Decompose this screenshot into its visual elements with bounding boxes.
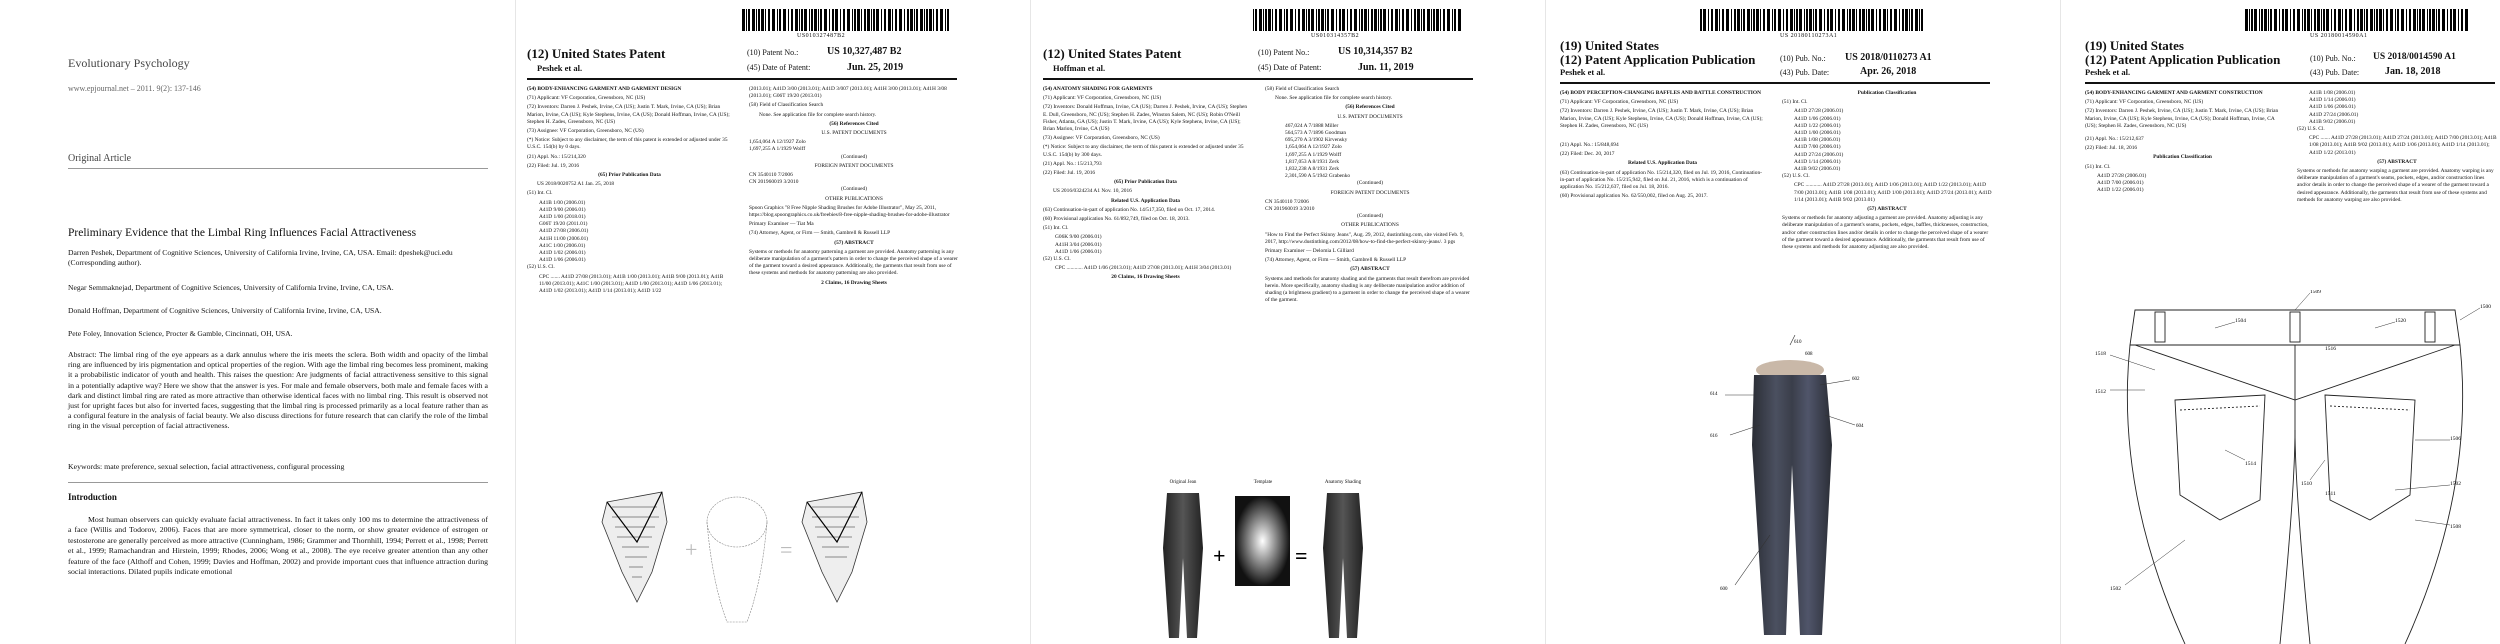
fig-label-shading: Anatomy Shading	[1324, 480, 1362, 485]
page-separator	[515, 0, 516, 644]
jeans-back-drawing	[2095, 290, 2495, 644]
pub-date: Apr. 26, 2018	[1860, 66, 1917, 77]
right-column: (2013.01); A41D 3/00 (2013.01); A41D 3/007 (2013.01); A41H 3/00 (2013.01); A41H 3/08 (2013.01); G06T 19/20 (2013.01) (58) Field of Classification Search None. See application file for complete search history. (56) References Cited U.S. PATENT DOCUMENTS 1,654,064 A 12/1927 Zolo 1,697,255 A 1/1929 Wolff (Continued) FOREIGN PATENT DOCUMENTS CN 3540110 7/2006 CN 201960019 3/2010 (Continued) OTHER PUBLICATIONS Spoon Graphics "8 Free Nipple Shading Brushes for Adobe Illustrator", May 25, 2011, https://blog.spoongraphics.co.uk/freebies/8-free-nipple-shading-brushes-for-adobe-illustrator Primary Examiner — Tiat Ma (74) Attorney, Agent, or Firm — Smith, Gambrell & Russell LLP (57) ABSTRACT Systems or methods for anatomy patterning a garment are provided. Anatomy patterning is any deliberate manipulation of a garment's pattern in order to change the perceived shape of a wearer of the garment toward a desired appearance. Additionally, the garments that result from use of these systems and methods for anatomy patterning are also provided. 2 Claims, 16 Drawing Sheets	[749, 86, 958, 286]
patent-kind: (12) Patent Application Publication	[1560, 52, 1756, 67]
article-type: Original Article	[68, 153, 132, 164]
callout-1516: 1516	[2325, 346, 2336, 352]
right-column: (58) Field of Classification Search None. See application file for complete search history. (56) References Cited U.S. PATENT DOCUMENTS 467,024 A 7/1888 Miller 564,573 A 7/1896 Goodman 695,270 A 3/1902 Kirvensky 1,654,064 A 12/1927 Zolo 1,697,255 A 1/1929 Wolff 1,817,053 A 8/1931 Zerk 1,832,238 A 8/1931 Zerk 2,301,590 A 5/1942 Grabenko (Continued) FOREIGN PATENT DOCUMENTS CN 3540110 7/2006 CN 201960019 3/2010 (Continued) OTHER PUBLICATIONS "How to Find the Perfect Skinny Jeans", Aug. 29, 2012, dustinthing.com, site visited Feb. 9, 2017, http://www.dustinthing.com/2012/08/how-to-find-the-perfect-skinny-jeans/. 3 pgs Primary Examiner — Delomia L Gilliard (74) Attorney, Agent, or Firm — Smith, Gambrell & Russell LLP (57) ABSTRACT Systems and methods for anatomy shading and the garments that result therefrom are provided herein. More specifically, anatomy shading is any deliberate manipulation and/or addition of shading (a brightness gradient) to a garment in order to change the perceived shape of a wearer of the garment.	[1265, 86, 1470, 304]
callout-1512: 1512	[2095, 389, 2106, 395]
left-pocket	[2175, 395, 2265, 520]
affiliation-3: Donald Hoffman, Department of Cognitive Sciences, University of California Irvine, Irvine, CA, USA.	[68, 306, 382, 315]
patent-date-label: (45) Date of Patent:	[747, 63, 811, 72]
patent-page-2	[1043, 0, 1533, 644]
fig-label-original: Original Jean	[1169, 480, 1197, 485]
affiliation-4: Pete Foley, Innovation Science, Procter & Gamble, Cincinnati, OH, USA.	[68, 329, 293, 338]
header-rule	[2085, 82, 2495, 84]
garment-pattern-right	[802, 492, 867, 602]
callout-1508: 1508	[2450, 524, 2461, 530]
page-separator	[2060, 0, 2061, 644]
barcode	[1700, 9, 1925, 31]
journal-name: Evolutionary Psychology	[68, 56, 190, 70]
left-column: (54) BODY-ENHANCING GARMENT AND GARMENT DESIGN (71) Applicant: VF Corporation, Greensboro, NC (US) (72) Inventors: Darren J. Peshek, Irvine, CA (US); Justin T. Mark, Irvine, CA (US); Brian Marion, Irvine, CA (US); Kyle Stephens, Irvine, CA (US); Donald Hoffman, Irvine, CA (US); Stephen H. Zades, Greensboro, NC (US) (73) Assignee: VF Corporation, Greensboro, NC (US) (*) Notice: Subject to any disclaimer, the term of this patent is extended or adjusted under 35 U.S.C. 154(b) by 0 days. (21) Appl. No.: 15/214,320 (22) Filed: Jul. 19, 2016 (65) Prior Publication Data US 2018/0020752 A1 Jan. 25, 2018 (51) Int. Cl. A41B 1/00 (2006.01) A41D 9/00 (2006.01) A41D 1/00 (2018.01) G06T 19/20 (2011.01) A41D 27/08 (2006.01) A41H 11/00 (2006.01) A41C 1/00 (2006.01) A41D 1/02 (2006.01) A41D 1/06 (2006.01) (52) U.S. Cl. CPC ....... A41D 27/08 (2013.01); A41B 1/00 (2013.01); A41B 9/00 (2013.01); A41B 11/00 (2013.01); A41C 1/00 (2013.01); A41D 1/00 (2013.01); A41D 1/06 (2013.01); A41D 1/02 (2013.01); A41D 1/14 (2013.01); A41D 1/22	[527, 86, 730, 295]
callout-1504: 1504	[2235, 318, 2246, 324]
left-column: (54) BODY PERCEPTION-CHANGING BAFFLES AND BATTLE CONSTRUCTION (71) Applicant: VF Corporation, Greensboro, NC (US) (72) Inventors: Darren J. Peshek, Irvine, CA (US); Justin T. Mark, Irvine, CA (US); Brian Marion, Irvine, CA (US); Kyle Stephens, Irvine, CA (US); Donald Hoffman, Irvine, CA (US); Stephen H. Zades, Greensboro, NC (US) (21) Appl. No.: 15/848,694 (22) Filed: Dec. 20, 2017 Related U.S. Application Data (63) Continuation-in-part of application No. 15/214,320, filed on Jul. 19, 2016, Continuation-in-part of application No. 15/215,942, filed on Jul. 21, 2016, which is a continuation of application No. 15/212,637, filed on Jul. 18, 2016. (60) Provisional application No. 62/550,002, filed on Aug. 25, 2017.	[1560, 90, 1763, 200]
callout-1518: 1518	[2095, 351, 2106, 357]
right-leg-outline	[2405, 345, 2463, 644]
callout-600: 600	[1720, 587, 1728, 592]
callout-610: 610	[1794, 340, 1802, 345]
callout-1500: 1500	[2480, 304, 2491, 310]
paper-page	[0, 0, 505, 644]
garment-pattern-left	[602, 492, 667, 602]
patent-inventor-line: Peshek et al.	[1560, 67, 1606, 77]
patent-app-page-3	[1560, 0, 2030, 644]
intro-text: Most human observers can quickly evaluate facial attractiveness. In fact it takes only 100 ms to determine the attractiveness of a face (Willis and Todorov, 2006). Faces that are more symmetrical, closer to the norm, or show greater evidence of estrogen or testosterone are generally perceived as more attractive (Cunningham, 1986; Grammer and Thornhill, 1994; Perrett et al., 1998; Perrett et al., 1999; Ramachandran and Hirstein, 1999; Rhodes, 2006; Wong et al., 2008). The eye receive greater attention than any other feature of the face (Althoff and Cohen, 1999; Davies and Hoffman, 2002) and provide important cues that influence attraction during social interactions. Dilated pupils indicate emotional	[68, 515, 488, 577]
barcode	[2245, 9, 2470, 31]
pub-date: Jan. 18, 2018	[2385, 66, 2441, 77]
callout-614: 614	[1710, 392, 1718, 397]
barcode	[1253, 9, 1463, 31]
patent-inventor-line: Hoffman et al.	[1053, 63, 1106, 73]
pub-date-label: (43) Pub. Date:	[2310, 68, 2360, 77]
svg-text:=: =	[1295, 543, 1308, 568]
equals-sign: =	[780, 537, 793, 562]
fig-label-template: Template	[1253, 480, 1273, 485]
barcode-number: US010314357B2	[1311, 33, 1360, 39]
callout-1510: 1510	[2301, 481, 2312, 487]
center-seam	[2295, 345, 2310, 644]
svg-text:+: +	[1213, 543, 1226, 568]
header-rule	[527, 78, 957, 80]
pub-number: US 2018/0110273 A1	[1845, 52, 1932, 63]
right-column: A41B 1/08 (2006.01) A41D 1/14 (2006.01) A41D 1/06 (2006.01) A41D 27/24 (2006.01) A41B 9/02 (2006.01) (52) U.S. Cl. CPC ....... A41D 27/28 (2013.01); A41D 27/24 (2013.01); A41D 7/00 (2013.01); A41B 1/08 (2013.01); A41B 9/02 (2013.01); A41D 1/06 (2013.01); A41D 1/14 (2013.01); A41D 1/22 (2013.01) (57) ABSTRACT Systems or methods for anatomy warping a garment are provided. Anatomy warping is any deliberate manipulation of a garment's seams, pockets, edges, and/or construction lines and/or details in order to change the perceived shape of a wearer of the garment toward a desired appearance. Additionally, the garments that result from use of these systems and methods for anatomy warping are also provided.	[2297, 90, 2497, 203]
left-column: (54) BODY-ENHANCING GARMENT AND GARMENT CONSTRUCTION (71) Applicant: VF Corporation, Greensboro, NC (US) (72) Inventors: Darren J. Peshek, Irvine, CA (US); Justin T. Mark, Irvine, CA (US); Brian Marion, Irvine, CA (US); Kyle Stephens, Irvine, CA (US); Donald Hoffman, Irvine, CA (US); Stephen H. Zades, Greensboro, NC (US) (21) Appl. No.: 15/212,637 (22) Filed: Jul. 18, 2016 Publication Classification (51) Int. Cl. A41D 27/28 (2006.01) A41D 7/00 (2006.01) A41D 1/22 (2006.01)	[2085, 90, 2279, 194]
page-separator	[1545, 0, 1546, 644]
patent-inventor-line: Peshek et al.	[537, 63, 583, 73]
patent-country: (19) United States	[2085, 38, 2184, 53]
jeans-photo-figure	[1710, 335, 1870, 644]
patent-country: (12) United States Patent	[1043, 46, 1182, 61]
left-column: (54) ANATOMY SHADING FOR GARMENTS (71) Applicant: VF Corporation, Greensboro, NC (US) (72) Inventors: Donald Hoffman, Irvine, CA (US); Darren J. Peshek, Irvine, CA (US); Stephen E. Dull, Greensboro, NC (US); Stephen H. Zades, Winston Salem, NC (US); Robin O'Neill Fisher, Atlanta, GA (US); Justin T. Mark, Irvine, CA (US); Kyle Stephens, Irvine, CA (US); Brian Marion, Irvine, CA (US) (73) Assignee: VF Corporation, Greensboro, NC (US) (*) Notice: Subject to any disclaimer, the term of this patent is extended or adjusted under 35 U.S.C. 154(b) by 300 days. (21) Appl. No.: 15/213,793 (22) Filed: Jul. 19, 2016 (65) Prior Publication Data US 2016/0324234 A1 Nov. 10, 2016 Related U.S. Application Data (63) Continuation-in-part of application No. 14/517,350, filed on Oct. 17, 2014. (60) Provisional application No. 61/892,749, filed on Oct. 18, 2013. (51) Int. Cl. G06K 9/00 (2006.01) A41H 3/04 (2006.01) A41D 1/06 (2006.01) (52) U.S. Cl. CPC ............ A41D 1/06 (2013.01); A41D 27/08 (2013.01); A41H 3/04 (2013.01) 20 Claims, 16 Drawing Sheets	[1043, 86, 1248, 281]
patent-date: Jun. 11, 2019	[1358, 62, 1414, 73]
patent-page-1	[527, 0, 1017, 644]
paper-keywords: Keywords: mate preference, sexual selection, facial attractiveness, configural processing	[68, 462, 345, 471]
paper-title: Preliminary Evidence that the Limbal Ring Influences Facial Attractiveness	[68, 227, 417, 239]
callout-608: 608	[1805, 352, 1813, 357]
patent-country: (19) United States	[1560, 38, 1659, 53]
intro-heading: Introduction	[68, 492, 117, 502]
page-separator	[1030, 0, 1031, 644]
pub-number: US 2018/0014590 A1	[2373, 52, 2456, 62]
callout-1502-b: 1502	[2110, 586, 2121, 592]
header-rule	[1043, 78, 1473, 80]
patent-figure	[587, 482, 877, 642]
callout-1502: 1502	[2450, 481, 2461, 487]
patent-date: Jun. 25, 2019	[847, 62, 904, 73]
divider	[68, 168, 488, 169]
patent-date-label: (45) Date of Patent:	[1258, 63, 1322, 72]
pub-no-label: (10) Pub. No.:	[2310, 54, 2356, 63]
callout-602: 602	[1852, 377, 1860, 382]
barcode	[742, 9, 952, 31]
paper-abstract: Abstract: The limbal ring of the eye appears as a dark annulus where the iris meets the sclera. Both width and opacity of the limbal ring are influenced by iris pigmentation and optical properties of the region. With age the limbal ring becomes less prominent, making it a probabilistic indicator of youth and health. This raises the question: Are judgments of facial attractiveness sensitive to this signal in a potentially adaptive way? Here we show that the answer is yes. For male and female observers, both male and female faces with a dark and distinct limbal ring are rated as more attractive than otherwise identical faces with no limbal ring. This result is observed not just for upright faces but also for inverted faces, suggesting that the limbal ring is processed primarily as a local feature rather than as a configural feature in the analysis of facial beauty. We also discuss directions for future research that can clarify the role of the limbal ring in the visual perception of facial attractiveness.	[68, 350, 488, 431]
header-rule	[1560, 82, 1990, 84]
callout-1509: 1509	[2310, 290, 2321, 295]
patent-country: (12) United States Patent	[527, 46, 666, 61]
barcode-number: US 20180110273A1	[1780, 33, 1838, 39]
pub-date-label: (43) Pub. Date:	[1780, 68, 1830, 77]
plus-sign: +	[685, 537, 698, 562]
jeans-illustration	[1153, 488, 1373, 644]
barcode-number: US 20180014590A1	[2310, 33, 2368, 39]
patent-number: US 10,327,487 B2	[827, 46, 902, 57]
callout-1520: 1520	[2395, 318, 2406, 324]
journal-url: www.epjournal.net – 2011. 9(2): 137-146	[68, 84, 201, 93]
patent-app-page-4	[2085, 0, 2500, 644]
callout-1514: 1514	[2245, 461, 2256, 467]
affiliation-1: Darren Peshek, Department of Cognitive Sciences, University of California Irvine, Irvine, CA, USA. Email: dpeshek@uci.edu (Corresponding author).	[68, 248, 453, 267]
patent-number: US 10,314,357 B2	[1338, 46, 1413, 57]
callout-1506: 1506	[2450, 436, 2461, 442]
right-column: Publication Classification (51) Int. Cl. A41D 27/28 (2006.01) A41D 1/06 (2006.01) A41D 1/22 (2006.01) A41D 1/00 (2006.01) A41B 1/08 (2006.01) A41D 7/00 (2006.01) A41D 27/24 (2006.01) A41D 1/14 (2006.01) A41B 9/02 (2006.01) (52) U.S. Cl. CPC ............ A41D 27/28 (2013.01); A41D 1/06 (2013.01); A41D 1/22 (2013.01); A41D 7/00 (2013.01); A41B 1/08 (2013.01); A41D 1/00 (2013.01); A41D 27/24 (2013.01); A41D 1/14 (2013.01); A41B 9/02 (2013.01) (57) ABSTRACT Systems or methods for anatomy adjusting a garment are provided. Anatomy adjusting is any deliberate manipulation of a garment's seams, pockets, edges, baffles, thicknesses, construction, and/or other construction lines and/or details in order to change the perceived shape of a wearer of the garment toward a desired appearance. Additionally, the garments that result from use of these systems and methods for anatomy adjusting are also provided.	[1782, 90, 1992, 251]
divider	[68, 482, 488, 483]
body-outline	[707, 497, 767, 622]
patent-no-label: (10) Patent No.:	[1258, 48, 1310, 57]
barcode-number: US010327487B2	[797, 33, 846, 39]
callout-616: 616	[1710, 434, 1718, 439]
affiliation-2: Negar Semmaknejad, Department of Cognitive Sciences, University of California Irvine, Irvine, CA, USA.	[68, 283, 394, 292]
callout-1511: 1511	[2325, 491, 2336, 497]
center-seam-2	[2280, 430, 2295, 644]
right-pocket	[2325, 395, 2415, 520]
jeans-figure	[1153, 480, 1373, 644]
waistband	[2130, 310, 2460, 345]
jeans-shape	[1752, 375, 1832, 635]
callout-604: 604	[1856, 424, 1864, 429]
patent-inventor-line: Peshek et al.	[2085, 67, 2131, 77]
patent-kind: (12) Patent Application Publication	[2085, 52, 2281, 67]
pub-no-label: (10) Pub. No.:	[1780, 54, 1826, 63]
patent-no-label: (10) Patent No.:	[747, 48, 799, 57]
